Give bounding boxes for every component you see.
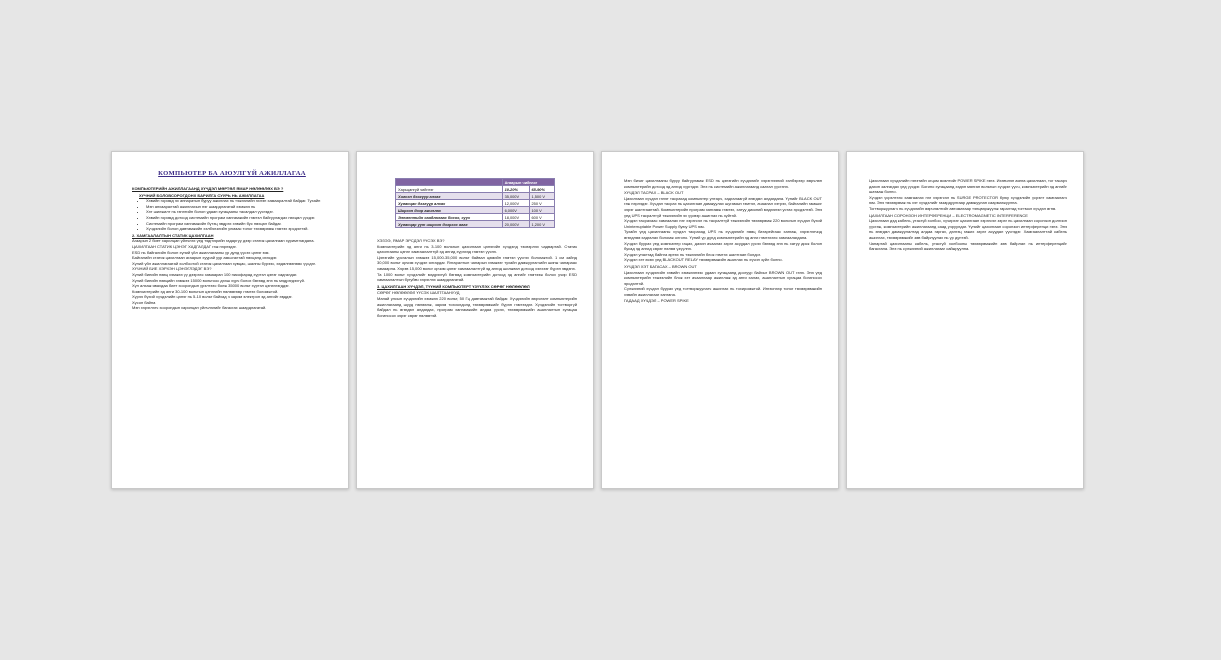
table-header-cell — [396, 179, 503, 186]
list-item: • Хүчдэлийн болон давтамжийн хэлбэлзлийн улмаас тоног төхөөрөмж гэмтэх эрсдэлтэй. — [146, 226, 332, 232]
table-cell: 250 V — [529, 200, 554, 207]
section-subheading: СӨРӨГ НӨЛӨӨЛӨЛ ҮҮСЭХ ШАЛТГААНУУД — [377, 290, 460, 296]
table-cell: Хуванцан дээгүүр алхах — [396, 200, 503, 207]
paragraph: Хүрээ бүхий хүчдэлийн цэнэг нь 5-10 вольт байхад ч зарим электрон эд ангийг эвддэг. — [132, 294, 293, 300]
paragraph: Мэн бичиг цахилгааны буруу байгууламж ESD нь цэнэгийн хүчдэлийг хэрэглээний хэлбэрээр өөрчлөн компьютерийн дотоод эд ангид хүргэдэг. Энэ нь системийн ажиллагаанд саатал үүсгэнэ. — [624, 178, 822, 189]
list-item: • Хэвийн горимд дотоод системийн програм хангамжийн гэмтэл байгуулагдах нөхцөл үүсдэг. — [146, 215, 332, 221]
paragraph: Хүчдэл тасрахаас хамгаалах нэг хэрэгсэл нь тасралтгүй тэжээлийн төхөөрөмж 220 вольтын хүчдэл бүхий Uninterruptable Power Supply буюу UPS юм. — [624, 218, 822, 229]
paragraph: ХҮЧНИЙ БИЕ ХЭРХЭН ЦЭНЭГЛЭДЭГ ВЭ? — [132, 266, 212, 272]
table-cell: 600 V — [529, 214, 554, 221]
paragraph: Компьютерийн эд анги 30-100 вольтын цэнэгийн нөлөөгөөр гэмтэх боломжтой. — [132, 288, 279, 294]
table-cell: 100 V — [529, 207, 554, 214]
paragraph: Хүний биеийн нөөц хэмжээ үү дээрээс хамааран 100 пикофарад хүртэл цэнэг хадгалдаг. — [132, 271, 298, 277]
paragraph: Хүчдэл уналтад байнга өртөх нь тэжээлийн блок гэмтэх шалтгаан болдог. — [624, 251, 761, 257]
list-item: • Мэн анхааралтай ажиллахын нэг шаардлагатай хэмжээ нь — [146, 204, 332, 210]
paragraph: Цэнэгийн урсгалын хэмжээ 15,000-35,000 вольт байвал цөмийн гэмтэл үүсгэх боломжтой. 1 см зайнд 30,000 вольт орчим хүчдэл ялгардаг. Ялгаралтын чанарын хэмжээг тухайн дамжуулагчийн шинж чанараас хамаарна. Хэрэв 15,000 вольт орчим цэнэг хамгаалалтгүй эд ангид шилжвэл дотоод хэлхээг бүрэн эвдэнэ. — [377, 254, 577, 271]
paragraph: ЦАХИЛГААН СТАТИК ЦЭНЭГ ХАДГАЛДАГ гэж нэрлэдэг. — [132, 243, 237, 249]
table-cell: 6,000V — [502, 207, 529, 214]
table-row — [396, 193, 555, 200]
paragraph: Манай улсын хүчдэлийн хэмжээ 220 вольт, 50 Гц давтамжтай байдаг. Хүчдэлийн өөрчлөлт компьютерийн ажиллагаанд шууд нөлөөлж, зарим тохиолдолд төхөөрөмжийг бүрэн гэмтээдэг. Хүчдэлийн тогтворгүй байдал нь өгөгдөл алдагдах, програм хангамжийн алдаа үүсэх, төхөөрөмжийн ашиглалтын хугацаа богиносох зэрэг сөрөг нөлөөтэй. — [377, 295, 577, 318]
paragraph: Хүчдэл буурах үед компьютер гацах, дахин ачаалах зэрэг асуудал үүсэх бөгөөд энэ нь хатуу диск болон бусад эд ангид сөрөг нөлөө үзүүлнэ. — [624, 240, 822, 252]
paragraph: Хүсон байна — [132, 299, 156, 305]
paragraph: Цахилгаан хүчдэл гэнэт тасрахад компьютер унтарч, хадгалаагүй өгөгдөл алдагдана. Үүнийг BLACK OUT гэж нэрлэдэг. Хүчдэл тасрах нь цахилгаан дамжуулах шугамын гэмтэл, ачаалал хэтрэх, байгалийн гамшиг зэрэг шалтгаантай. Компьютерийн програм хангамж гэмтэх, хатуу дискний мэдээлэл устах эрсдэлтэй. Энэ үед UPS тасралтгүй тэжээлийн эх үүсвэр ашиглах нь зүйтэй. — [624, 195, 822, 218]
table-cell: 10-20% — [502, 186, 529, 193]
paragraph: Агаарын 2 биет харилцан үйлчлэх үед тэдгээрийн гадаргуу дээр статик цахилгаан хуримтлагдана. — [132, 238, 315, 244]
paragraph: Цахилгаан хүчдэлийн гэнэтийн огцом өсөлтийг POWER SPIKE гэнэ. Ихэвчлэн аянга цахилгаан, тог тасарч дахин залгагдах үед үүсдэг. Богино хугацаанд хэдэн мянган вольтын хүчдэл үүсч, компьютерийн эд ангийг шатааж болно. — [869, 178, 1067, 195]
table-cell: Элементийн саадлалаас босох, суух — [396, 214, 503, 221]
section-heading: ХҮЧДЭЛ ХЭТ БАГАСАХ – BROWN OUT — [624, 263, 697, 269]
section-heading: ХЭЗЭЭ, ЯМАР ЭРСДЭЛ ҮҮСЭХ ВЭ? — [377, 238, 445, 243]
document-page-3 — [601, 151, 839, 489]
table-header-cell: Агаарын чийглэг — [502, 179, 554, 186]
paragraph: Хүний биеийн нөөцийн хэмжээ 15000 вольтоос дээш хүрч болох бөгөөд энэ нь мэдрэгдэхгүй. — [132, 277, 305, 283]
document-page-1 — [111, 151, 349, 489]
section-heading: ХҮЧДЭЛ ТАСРАХ – BLACK OUT — [624, 190, 684, 196]
paragraph: Цахилгаан дэд кабель, утасгүй холбоо, хүчирхэг цахилгаан хэрэгсэл зэрэг нь цахилгаан соронзон долгион үүсгэж, компьютерийн ажиллагаанд саад учруулдаг. Үүнийг цахилгаан соронзон интерференци гэнэ. Энэ нь өгөгдөл дамжуулалтад алдаа гаргах, дэлгэц гажих зэрэг асуудал үүсгэдэг. Хамгаалалттай кабель ашиглах, төхөөрөмжийг зөв байрлуулах нь үр дүнтэй. — [869, 218, 1067, 240]
table-cell: 35,000V — [502, 193, 529, 200]
paragraph: Хүчдэл үсрэлтээс хамгаалах нэг хэрэгсэл нь SURGE PROTECTOR буюу хүчдэлийн үсрэлт хамгаалагч юм. Энэ төхөөрөмж нь хэт хүчдэлийг газардуулгаар дамжуулан саармагжуулна. — [869, 194, 1067, 206]
paragraph: Хүн алхаж явахдаа биет хоорондын үрэлтээс болж 35000 вольт хүртэл цэнэглэгддэг. — [132, 283, 290, 289]
subsection-heading: ХҮЧНИЙ БОЛОВСОРОГДОНХ БАРИЛГА СУУРЬ НЬ АЖИЛЛАГАА — [139, 192, 265, 198]
section-heading: ЦАХИЛГААН СОРОНЗОН ИНТЕРФЕРЕНЦИ – ELECTROMAGNETIC INTERFERENCE — [869, 212, 1028, 218]
document-page-4 — [846, 151, 1084, 489]
table-cell: Ширээн дээр ажиллах — [396, 207, 503, 214]
table-row — [396, 186, 555, 193]
table-cell: 20,000V — [502, 221, 529, 228]
section-heading: КОМПЬЮТЕРИЙН АЖИЛЛАГААНД ХҮЧДЭЛ МӨРТӨЛ ЯМАР НӨЛӨӨЛӨХ ВЭ ? — [132, 186, 284, 191]
bullet-list — [132, 198, 332, 232]
page-title: КОМПЬЮТЕР БА АЮУЛГҮЙ АЖИЛЛАГАА — [158, 170, 306, 177]
section-heading: ГАДААД ХҮЧДЭЛ – POWER SPIKE — [624, 298, 689, 304]
table-row — [396, 200, 555, 207]
paragraph: Та 1000 вольт хүчдэлийг мэдрэхгүй бөгөөд компьютерийн дотоод эд ангийг гэмтээж болох учир ESD хамгаалалтын бугуйвч хэрэглэх шаардлагатай. — [377, 271, 577, 283]
list-item: • Хэвийн горимд эх аппаратын буруу ажиллах нь тэжээлийн эхлэн хамааралтай байдаг. Тухайн — [146, 198, 332, 204]
paragraph: Байгалийн статик цахилгаан агаарын хуурай уур амьсгалтай нөхцөлд ихэсдэг. — [132, 255, 278, 261]
table-cell: Харьцангуй чийглэг — [396, 186, 503, 193]
paragraph: Тухайн үед цахилгааны хүчдэл тасрахад UPS нь хүчдэлийг нөөц батарейгаас хангаж, хэрэглэгчид өгөгдлөө хадгалах боломж олгоно. Үүний үр дүнд компьютерийн эд анги гэмтэхээс хамгаалагдана. — [624, 229, 822, 240]
paragraph: Цахилгаан хүчдэлийн хэвийн хэмжээнээс удаан хугацаанд доогуур байхыг BROWN OUT гэнэ. Энэ үед компьютерийн тэжээлийн блок хэт ачааллаар ажиллаж эд анги халах, ашиглалтын хугацаа богиносох эрсдэлтэй. — [624, 269, 822, 286]
table-cell: 1,500 V — [529, 193, 554, 200]
paragraph: Хүний үйл ажиллагаатай холбоотой статик цахилгаан хувцас, шалны бүрээс, хөдөлгөөнөөс үүсдэг. — [132, 260, 316, 266]
paragraph: Сүлжээний хүчдэл буурах үед тогтворжуулагч ашиглах нь тохиромжтой. Ингэснээр тоног төхөөрөмжийн хэвийн ажиллагааг хангана. — [624, 286, 822, 297]
table-cell: 12,000V — [502, 200, 529, 207]
table-row — [396, 214, 555, 221]
paragraph: Мэн хэрэглэгч хоорондын харилцан үйлчлэлийг багасгах шаардлагатай. — [132, 305, 267, 311]
humidity-voltage-table — [395, 178, 555, 228]
paragraph: Компьютерийн эд анги нь 3-100 вольтын цахилгаан цэнэгийн хүчдэлд тэсвэрлэх чадвартай. Статик цахилгааны цэнэг хамгаалалтгүй эд ангид хүрэхэд гэмтэл үүснэ. — [377, 243, 577, 255]
list-item: • Системийн програм хангамжийн бүтэц эвдрэх хэвийн бус нөхцөл байдаг. — [146, 221, 332, 227]
table-cell: 18,000V — [502, 214, 529, 221]
section-heading: 2. ХАМГААЛАЛТЫН СТАТИК ЦАХИЛГААН — [132, 232, 214, 238]
table-row — [396, 207, 555, 214]
table-cell: 65-90% — [529, 186, 554, 193]
table-row — [396, 221, 555, 228]
table-cell: 1,200 V — [529, 221, 554, 228]
section-heading: 3. ЦАХИЛГААН ХҮЧДЭЛ, ТҮҮНИЙ КОМПЬЮТЕРТ ҮЗҮҮЛЭХ СӨРӨГ НӨЛӨӨЛӨЛ — [377, 283, 530, 289]
table-cell: Хивсэн дээгүүр алхах — [396, 193, 503, 200]
paragraph: ESD нь байгалийн болон хүний үйл ажиллагааны үр дүнд үүсэх цэнэг юм. — [132, 249, 270, 255]
table-cell: Хуванцар уут ширээн дээрээс авах — [396, 221, 503, 228]
paragraph: Чанартай цахилгааны кабель, утасгүй холбооны төхөөрөмжийн зөв байрлал нь интерференцийг багасгана. Энэ нь сүлжээний ажиллагааг сайжруулна. — [869, 240, 1067, 252]
paragraph: Хүчдэл хэт өсөх үед BLACKOUT RELAY төхөөрөмжийн ашиглах нь хүчин зүйл болно. — [624, 257, 783, 263]
document-page-2 — [356, 151, 594, 489]
paragraph: Тогтворжуулагч нь хүчдэлийн өөрчлөлтийг автоматаар тэнцвэржүүлж гаралтад тогтмол хүчдэл өгнө. — [869, 205, 1057, 211]
list-item: • Хэт шилжилт нь гэнэтийн болон удаан хугацааны тасалдал үүсгэдэг. — [146, 209, 332, 215]
